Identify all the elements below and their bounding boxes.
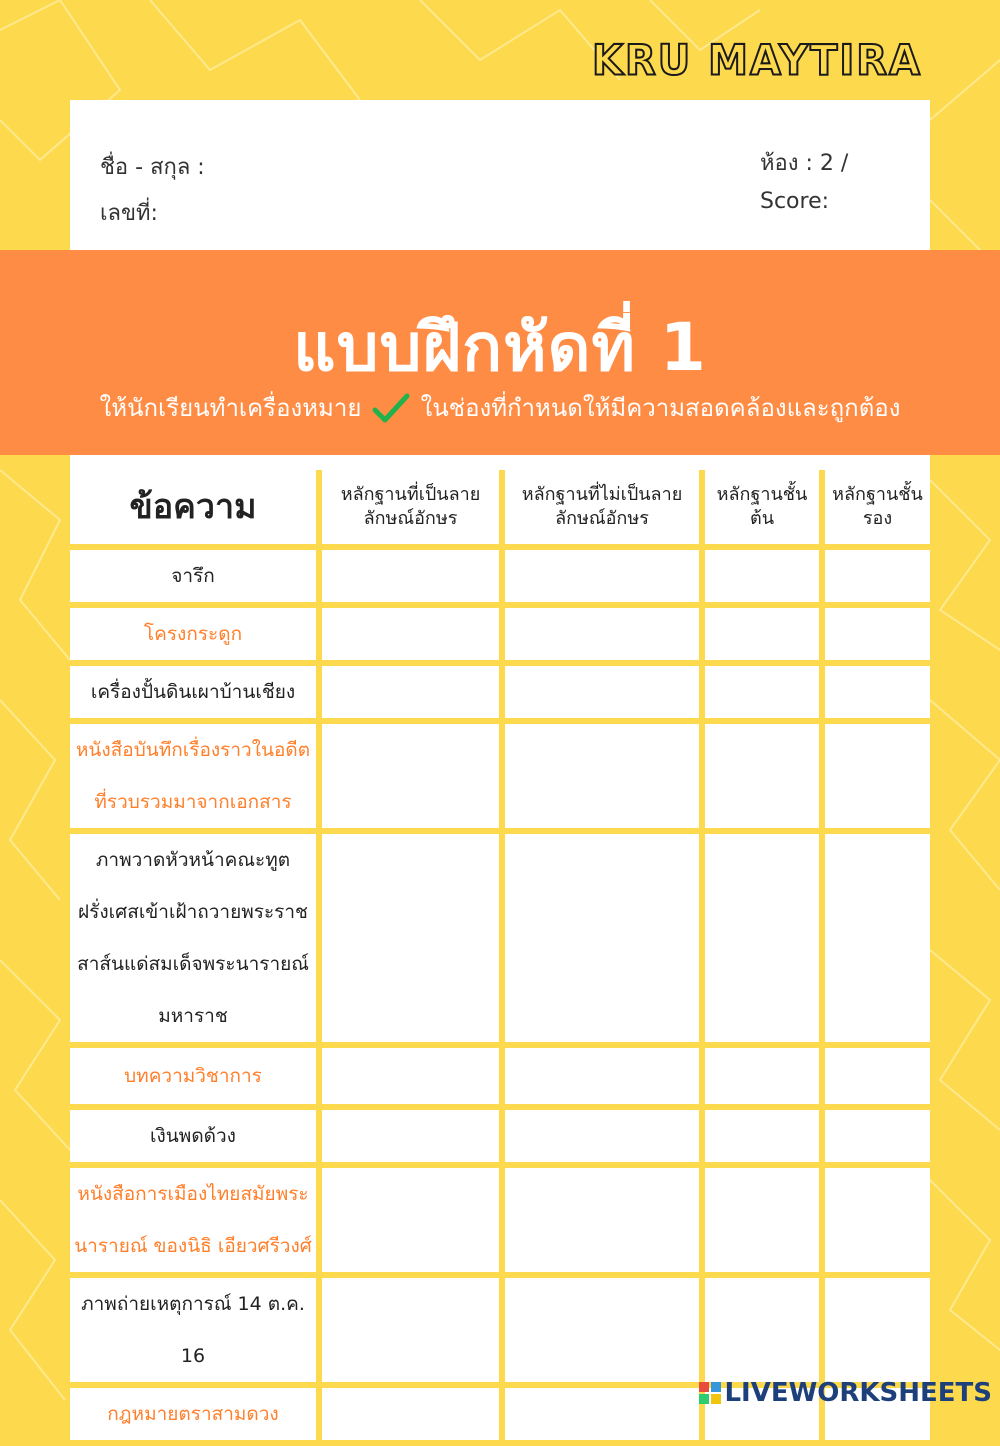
answer-cell-unwritten[interactable] <box>505 1278 705 1388</box>
table-row <box>70 608 930 666</box>
answer-cell-written[interactable] <box>322 724 505 834</box>
table-header-row <box>70 470 930 550</box>
answer-cell-unwritten[interactable] <box>505 724 705 834</box>
row-statement: บทความวิชาการ <box>70 1048 322 1110</box>
answer-cell-unwritten[interactable] <box>505 1388 705 1446</box>
answer-cell-written[interactable] <box>322 1388 505 1446</box>
answer-cell-unwritten[interactable] <box>505 608 705 666</box>
table-row <box>70 724 930 834</box>
answer-cell-written[interactable] <box>322 834 505 1048</box>
instruction-after: ในช่องที่กำหนดให้มีความสอดคล้องและถูกต้อง <box>420 394 901 422</box>
answer-cell-primary[interactable] <box>705 834 825 1048</box>
liveworksheets-text: LIVEWORKSHEETS <box>724 1378 992 1408</box>
answer-cell-secondary[interactable] <box>825 1110 930 1168</box>
answer-cell-primary[interactable] <box>705 608 825 666</box>
header-primary-evidence: หลักฐานชั้นต้น <box>705 470 825 550</box>
answer-cell-unwritten[interactable] <box>505 1168 705 1278</box>
answer-cell-primary[interactable] <box>705 666 825 724</box>
answer-table <box>70 470 930 1446</box>
answer-cell-secondary[interactable] <box>825 1168 930 1278</box>
answer-cell-secondary[interactable] <box>825 1278 930 1388</box>
row-statement: จารึก <box>70 550 322 608</box>
answer-cell-written[interactable] <box>322 1048 505 1110</box>
answer-cell-unwritten[interactable] <box>505 1110 705 1168</box>
row-statement: เงินพดด้วง <box>70 1110 322 1168</box>
header-unwritten-evidence: หลักฐานที่ไม่เป็นลายลักษณ์อักษร <box>505 470 705 550</box>
answer-cell-written[interactable] <box>322 1168 505 1278</box>
answer-cell-primary[interactable] <box>705 1168 825 1278</box>
answer-cell-unwritten[interactable] <box>505 834 705 1048</box>
answer-cell-secondary[interactable] <box>825 724 930 834</box>
liveworksheets-logo <box>699 1378 992 1408</box>
answer-cell-written[interactable] <box>322 1110 505 1168</box>
answer-cell-written[interactable] <box>322 1278 505 1388</box>
row-statement: หนังสือบันทึกเรื่องราวในอดีตที่รวบรวมมาจากเอกสาร <box>70 724 322 834</box>
room-label: ห้อง : 2 / <box>760 151 849 176</box>
score-label: Score: <box>760 189 830 214</box>
table-row <box>70 1110 930 1168</box>
number-label: เลขที่: <box>100 201 158 226</box>
answer-cell-written[interactable] <box>322 608 505 666</box>
instruction <box>0 388 1000 427</box>
row-statement: โครงกระดูก <box>70 608 322 666</box>
table-row <box>70 1278 930 1388</box>
answer-cell-unwritten[interactable] <box>505 550 705 608</box>
answer-cell-secondary[interactable] <box>825 608 930 666</box>
answer-cell-written[interactable] <box>322 666 505 724</box>
answer-cell-primary[interactable] <box>705 1048 825 1110</box>
row-statement: กฎหมายตราสามดวง <box>70 1388 322 1446</box>
student-info-left <box>100 145 205 237</box>
answer-cell-secondary[interactable] <box>825 666 930 724</box>
answer-cell-primary[interactable] <box>705 724 825 834</box>
row-statement: หนังสือการเมืองไทยสมัยพระนารายณ์ ของนิธิ เอียวศรีวงศ์ <box>70 1168 322 1278</box>
instruction-before: ให้นักเรียนทำเครื่องหมาย <box>99 394 362 422</box>
brand-logo: KRU MAYTIRA <box>591 36 922 86</box>
answer-cell-secondary[interactable] <box>825 834 930 1048</box>
name-label: ชื่อ - สกุล : <box>100 155 205 180</box>
answer-cell-unwritten[interactable] <box>505 666 705 724</box>
table-row <box>70 666 930 724</box>
answer-cell-primary[interactable] <box>705 1278 825 1388</box>
row-statement: ภาพถ่ายเหตุการณ์ 14 ต.ค. 16 <box>70 1278 322 1388</box>
answer-cell-secondary[interactable] <box>825 1048 930 1110</box>
row-statement: ภาพวาดหัวหน้าคณะทูตฝรั่งเศสเข้าเฝ้าถวายพระราชสาส์นแด่สมเด็จพระนารายณ์มหาราช <box>70 834 322 1048</box>
answer-cell-written[interactable] <box>322 550 505 608</box>
liveworksheets-icon <box>699 1382 721 1404</box>
answer-cell-primary[interactable] <box>705 550 825 608</box>
header-written-evidence: หลักฐานที่เป็นลายลักษณ์อักษร <box>322 470 505 550</box>
table-row <box>70 1048 930 1110</box>
page-title: แบบฝึกหัดที่ 1 <box>293 309 707 386</box>
answer-cell-primary[interactable] <box>705 1110 825 1168</box>
answer-cell-secondary[interactable] <box>825 550 930 608</box>
answer-cell-unwritten[interactable] <box>505 1048 705 1110</box>
row-statement: เครื่องปั้นดินเผาบ้านเชียง <box>70 666 322 724</box>
table-row <box>70 550 930 608</box>
student-info-right <box>760 145 848 221</box>
checkmark-icon <box>371 392 411 426</box>
header-statement: ข้อความ <box>70 470 322 550</box>
table-row <box>70 1168 930 1278</box>
header-secondary-evidence: หลักฐานชั้นรอง <box>825 470 930 550</box>
table-row <box>70 834 930 1048</box>
